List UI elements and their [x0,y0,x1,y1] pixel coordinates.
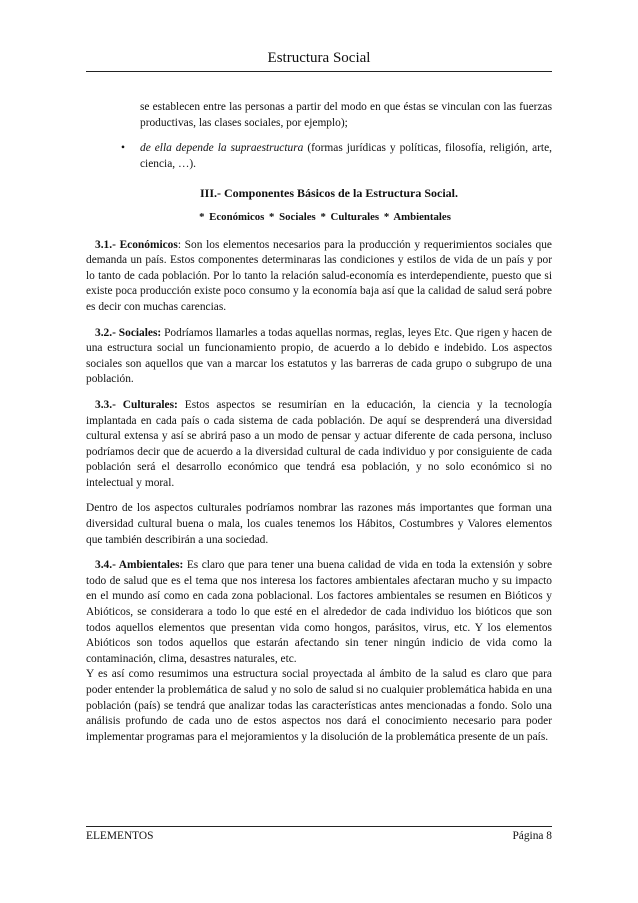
paragraph-culturales [86,398,552,492]
components-list: * Económicos * Sociales * Culturales * Ambientales [199,210,451,223]
text-economicos: : Son los elementos necesarios para la producción y requerimientos sociales que demanda un país. Estos componentes determinaras las condiciones y estilos de vida de un país y por lo tanto de cada población. Por lo tanto la relación salud-economía es interdependiente, puesto que si existe poca producción existe poco consumo y la economía baja así que la calidad de salud será pobre es decir con muchas carencias. [86,238,552,313]
text-sociales: Podríamos llamarles a todas aquellas normas, reglas, leyes Etc. Que rigen y hacen de una estructura social un funcionamiento propio, de acuerdo a lo debido e indebido. Los aspectos sociales son aquellos que van a marcar los estatutos y las barreras de cada grupo o subgrupo de una población. [86,326,552,386]
page-footer [86,826,552,842]
text-culturales: Estos aspectos se resumirían en la educación, la ciencia y la tecnología implantada en cada país o cada sistema de cada población. De aquí se desprenderá una diversidad cultural extensa y así se abrirá paso a un modo de pensar y actuar diferente de cada persona, incluso podríamos decir que de acuerdo a la diversidad cultural de cada individuo y por consiguiente de cada población será el desarrollo económico que tendrá esa población, y no solo económico si no intelectual y moral. [86,398,552,489]
header-title: Estructura Social [267,50,371,66]
lead-ambientales: 3.4.- Ambientales: [95,559,184,572]
paragraph-economicos [86,238,552,316]
paragraph-sociales [86,326,552,388]
lead-sociales: 3.2.- Sociales: [95,326,162,339]
bullet-icon: • [121,142,125,155]
document-body [86,100,552,755]
intro-continuation: se establecen entre las personas a partir del modo en que éstas se vinculan con las fuerzas productivas, las clases sociales, por ejemplo); [140,101,552,129]
lead-economicos: 3.1.- Económicos [95,238,178,251]
paragraph-conclusion: Y es así como resumimos una estructura social proyectada al ámbito de la salud es claro que para poder entender la problemática de salud y no solo de salud si no cualquier problemática habida en una población (país) se tendrá que analizar todas las características antes mencionadas a fondo. Solo una análisis profundo de cada uno de estos aspectos nos dará el conocimiento necesario para poder implementar programas para el mejoramientos y la disolución de la problemática presente de un país. [86,668,552,743]
bullet-item [121,141,552,172]
footer-left: ELEMENTOS [86,830,154,842]
section-title: III.- Componentes Básicos de la Estructura Social. [199,186,458,201]
bullet-italic-text: de ella depende la supraestructura [140,142,304,155]
page-number: Página 8 [512,830,552,842]
paragraph-ambientales [86,558,552,667]
lead-culturales: 3.3.- Culturales: [95,398,178,411]
page-header [86,48,552,72]
paragraph-culturales-extra: Dentro de los aspectos culturales podríamos nombrar las razones más importantes que forman una diversidad cultural buena o mala, los cuales tenemos los Hábitos, Costumbres y Valores elementos que también describirán a una sociedad. [86,502,552,546]
text-ambientales: Es claro que para tener una buena calidad de vida en toda la extensión y sobre todo de salud que es el tema que nos interesa los factores ambientales afectaran mucho y su impacto en el mundo así como en cada zona poblacional. Los factores ambientales se resumen en Bióticos y Abióticos, se considerara a todo lo que esté en el alrededor de cada individuo los bióticos que son todos aquellos elementos que presentan vida como hongos, parásitos, virus, etc. Y los elementos Abióticos son todos aquellos que estarán afectando sin tener ningún indicio de vida como la contaminación, clima, desastres naturales, etc. [86,559,553,665]
bullet-text: (formas jurídicas y políticas, filosofía, religión, arte, ciencia, …). [140,142,552,170]
